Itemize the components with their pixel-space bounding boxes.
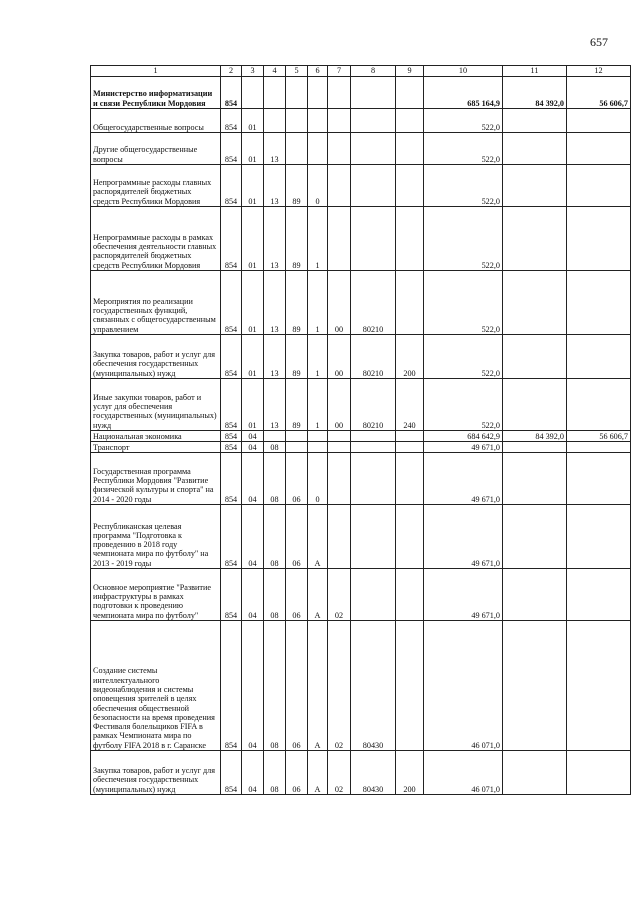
expense-code-cell xyxy=(351,431,396,442)
subsection-code-cell: 13 xyxy=(264,271,286,335)
program-code-cell: 89 xyxy=(286,335,308,379)
expense-type-code-cell xyxy=(396,109,424,133)
amount-federal-cell: 84 392,0 xyxy=(503,431,567,442)
section-code-cell: 04 xyxy=(242,751,264,795)
chapter-code-cell: 854 xyxy=(221,207,242,271)
amount-other-cell xyxy=(567,165,631,207)
amount-other-cell xyxy=(567,335,631,379)
row-name-cell: Национальная экономика xyxy=(91,431,221,442)
amount-other-cell xyxy=(567,207,631,271)
event-code-cell xyxy=(328,431,351,442)
program-code-cell xyxy=(286,442,308,453)
subsection-code-cell: 08 xyxy=(264,442,286,453)
amount-other-cell xyxy=(567,569,631,621)
amount-federal-cell xyxy=(503,165,567,207)
subprogram-code-cell: 1 xyxy=(308,379,328,431)
column-header: 4 xyxy=(264,66,286,77)
table-row xyxy=(91,379,631,431)
section-code-cell: 04 xyxy=(242,505,264,569)
amount-federal-cell xyxy=(503,133,567,165)
subprogram-code-cell: А xyxy=(308,505,328,569)
expense-type-code-cell xyxy=(396,207,424,271)
event-code-cell: 02 xyxy=(328,621,351,751)
chapter-code-cell: 854 xyxy=(221,165,242,207)
amount-other-cell xyxy=(567,442,631,453)
table-row xyxy=(91,453,631,505)
row-name-cell: Министерство информатизации и связи Республики Мордовия xyxy=(91,77,221,109)
table-row xyxy=(91,133,631,165)
row-name-cell: Непрограммные расходы главных распорядителей бюджетных средств Республики Мордовия xyxy=(91,165,221,207)
row-name-cell: Транспорт xyxy=(91,442,221,453)
row-name-cell: Государственная программа Республики Мордовия "Развитие физической культуры и спорта" на 2014 - 2020 годы xyxy=(91,453,221,505)
program-code-cell: 89 xyxy=(286,379,308,431)
chapter-code-cell: 854 xyxy=(221,621,242,751)
event-code-cell: 00 xyxy=(328,379,351,431)
amount-other-cell xyxy=(567,379,631,431)
budget-table xyxy=(90,65,631,795)
chapter-code-cell: 854 xyxy=(221,442,242,453)
expense-code-cell: 80210 xyxy=(351,379,396,431)
event-code-cell xyxy=(328,442,351,453)
table-row xyxy=(91,207,631,271)
expense-type-code-cell xyxy=(396,77,424,109)
column-header: 11 xyxy=(503,66,567,77)
expense-code-cell xyxy=(351,165,396,207)
expense-type-code-cell xyxy=(396,621,424,751)
subsection-code-cell: 13 xyxy=(264,379,286,431)
header-row xyxy=(91,66,631,77)
subsection-code-cell xyxy=(264,109,286,133)
subprogram-code-cell: 1 xyxy=(308,271,328,335)
amount-total-cell: 684 642,9 xyxy=(424,431,503,442)
amount-total-cell: 522,0 xyxy=(424,133,503,165)
subprogram-code-cell xyxy=(308,442,328,453)
table-row xyxy=(91,335,631,379)
amount-federal-cell xyxy=(503,621,567,751)
section-code-cell: 04 xyxy=(242,453,264,505)
chapter-code-cell: 854 xyxy=(221,77,242,109)
section-code-cell: 01 xyxy=(242,207,264,271)
amount-federal-cell: 84 392,0 xyxy=(503,77,567,109)
expense-type-code-cell xyxy=(396,271,424,335)
section-code-cell: 01 xyxy=(242,335,264,379)
subsection-code-cell: 08 xyxy=(264,621,286,751)
amount-federal-cell xyxy=(503,335,567,379)
column-header: 9 xyxy=(396,66,424,77)
event-code-cell xyxy=(328,109,351,133)
amount-other-cell xyxy=(567,751,631,795)
section-code-cell: 04 xyxy=(242,431,264,442)
expense-type-code-cell xyxy=(396,431,424,442)
subsection-code-cell: 08 xyxy=(264,569,286,621)
chapter-code-cell: 854 xyxy=(221,453,242,505)
row-name-cell: Другие общегосударственные вопросы xyxy=(91,133,221,165)
event-code-cell xyxy=(328,453,351,505)
amount-other-cell xyxy=(567,621,631,751)
page-number: 657 xyxy=(590,35,608,49)
amount-total-cell: 49 671,0 xyxy=(424,442,503,453)
chapter-code-cell: 854 xyxy=(221,109,242,133)
chapter-code-cell: 854 xyxy=(221,133,242,165)
expense-type-code-cell xyxy=(396,453,424,505)
amount-total-cell: 522,0 xyxy=(424,335,503,379)
expense-code-cell xyxy=(351,505,396,569)
subsection-code-cell: 08 xyxy=(264,453,286,505)
row-name-cell: Создание системы интеллектуального видеонаблюдения и системы оповещения зрителей в целях обеспечения общественной безопасности на время проведения Фестиваля болельщиков FIFA в рамках Чемпионата мира по футболу FIFA 2018 в г. Саранске xyxy=(91,621,221,751)
row-name-cell: Иные закупки товаров, работ и услуг для обеспечения государственных (муниципальных) нужд xyxy=(91,379,221,431)
amount-federal-cell xyxy=(503,379,567,431)
expense-type-code-cell: 200 xyxy=(396,335,424,379)
program-code-cell: 89 xyxy=(286,165,308,207)
subsection-code-cell: 13 xyxy=(264,165,286,207)
program-code-cell: 89 xyxy=(286,271,308,335)
table-row xyxy=(91,442,631,453)
amount-total-cell: 49 671,0 xyxy=(424,569,503,621)
subprogram-code-cell: А xyxy=(308,751,328,795)
expense-type-code-cell xyxy=(396,569,424,621)
expense-type-code-cell: 200 xyxy=(396,751,424,795)
subsection-code-cell: 08 xyxy=(264,505,286,569)
program-code-cell xyxy=(286,431,308,442)
subsection-code-cell xyxy=(264,77,286,109)
chapter-code-cell: 854 xyxy=(221,271,242,335)
table-row xyxy=(91,569,631,621)
expense-code-cell xyxy=(351,207,396,271)
event-code-cell xyxy=(328,207,351,271)
event-code-cell: 02 xyxy=(328,569,351,621)
column-header: 3 xyxy=(242,66,264,77)
section-code-cell: 01 xyxy=(242,133,264,165)
row-name-cell: Республиканская целевая программа "Подготовка к проведению в 2018 году чемпионата мира по футболу" на 2013 - 2019 годы xyxy=(91,505,221,569)
subsection-code-cell: 13 xyxy=(264,133,286,165)
expense-code-cell xyxy=(351,133,396,165)
subprogram-code-cell xyxy=(308,77,328,109)
amount-federal-cell xyxy=(503,569,567,621)
amount-total-cell: 49 671,0 xyxy=(424,453,503,505)
section-code-cell: 04 xyxy=(242,569,264,621)
table-row xyxy=(91,751,631,795)
subprogram-code-cell: 0 xyxy=(308,453,328,505)
table-row xyxy=(91,271,631,335)
row-name-cell: Закупка товаров, работ и услуг для обеспечения государственных (муниципальных) нужд xyxy=(91,335,221,379)
section-code-cell xyxy=(242,77,264,109)
program-code-cell: 06 xyxy=(286,621,308,751)
subprogram-code-cell: А xyxy=(308,621,328,751)
program-code-cell xyxy=(286,133,308,165)
amount-other-cell xyxy=(567,453,631,505)
column-header: 12 xyxy=(567,66,631,77)
subprogram-code-cell: 0 xyxy=(308,165,328,207)
expense-type-code-cell xyxy=(396,165,424,207)
row-name-cell: Закупка товаров, работ и услуг для обеспечения государственных (муниципальных) нужд xyxy=(91,751,221,795)
amount-other-cell xyxy=(567,109,631,133)
program-code-cell: 06 xyxy=(286,505,308,569)
table-row xyxy=(91,165,631,207)
chapter-code-cell: 854 xyxy=(221,431,242,442)
subprogram-code-cell: 1 xyxy=(308,207,328,271)
subprogram-code-cell xyxy=(308,109,328,133)
amount-other-cell: 56 606,7 xyxy=(567,431,631,442)
subprogram-code-cell xyxy=(308,431,328,442)
section-code-cell: 04 xyxy=(242,621,264,751)
program-code-cell xyxy=(286,77,308,109)
event-code-cell xyxy=(328,133,351,165)
table-row xyxy=(91,505,631,569)
chapter-code-cell: 854 xyxy=(221,569,242,621)
section-code-cell: 01 xyxy=(242,379,264,431)
amount-total-cell: 685 164,9 xyxy=(424,77,503,109)
column-header: 7 xyxy=(328,66,351,77)
program-code-cell: 06 xyxy=(286,453,308,505)
section-code-cell: 01 xyxy=(242,271,264,335)
amount-federal-cell xyxy=(503,207,567,271)
event-code-cell: 00 xyxy=(328,271,351,335)
subsection-code-cell xyxy=(264,431,286,442)
row-name-cell: Мероприятия по реализации государственных функций, связанных с общегосударственным управлением xyxy=(91,271,221,335)
expense-type-code-cell xyxy=(396,505,424,569)
subprogram-code-cell: А xyxy=(308,569,328,621)
row-name-cell: Непрограммные расходы в рамках обеспечения деятельности главных распорядителей бюджетных средств Республики Мордовия xyxy=(91,207,221,271)
table-row xyxy=(91,621,631,751)
expense-code-cell xyxy=(351,569,396,621)
section-code-cell: 01 xyxy=(242,109,264,133)
amount-other-cell xyxy=(567,133,631,165)
subsection-code-cell: 13 xyxy=(264,207,286,271)
subprogram-code-cell xyxy=(308,133,328,165)
section-code-cell: 01 xyxy=(242,165,264,207)
column-header: 1 xyxy=(91,66,221,77)
row-name-cell: Основное мероприятие "Развитие инфраструктуры в рамках подготовки к проведению чемпионата мира по футболу" xyxy=(91,569,221,621)
amount-federal-cell xyxy=(503,271,567,335)
expense-type-code-cell xyxy=(396,442,424,453)
amount-total-cell: 46 071,0 xyxy=(424,751,503,795)
amount-federal-cell xyxy=(503,453,567,505)
expense-code-cell xyxy=(351,453,396,505)
event-code-cell: 02 xyxy=(328,751,351,795)
amount-federal-cell xyxy=(503,505,567,569)
expense-type-code-cell xyxy=(396,133,424,165)
subprogram-code-cell: 1 xyxy=(308,335,328,379)
program-code-cell: 06 xyxy=(286,751,308,795)
table-row xyxy=(91,77,631,109)
chapter-code-cell: 854 xyxy=(221,335,242,379)
amount-total-cell: 522,0 xyxy=(424,165,503,207)
expense-type-code-cell: 240 xyxy=(396,379,424,431)
amount-total-cell: 522,0 xyxy=(424,379,503,431)
table-row xyxy=(91,431,631,442)
column-header: 10 xyxy=(424,66,503,77)
amount-total-cell: 522,0 xyxy=(424,109,503,133)
column-header: 6 xyxy=(308,66,328,77)
amount-other-cell xyxy=(567,271,631,335)
program-code-cell: 89 xyxy=(286,207,308,271)
event-code-cell xyxy=(328,505,351,569)
amount-total-cell: 522,0 xyxy=(424,207,503,271)
chapter-code-cell: 854 xyxy=(221,379,242,431)
program-code-cell xyxy=(286,109,308,133)
column-header: 2 xyxy=(221,66,242,77)
row-name-cell: Общегосударственные вопросы xyxy=(91,109,221,133)
amount-total-cell: 522,0 xyxy=(424,271,503,335)
event-code-cell xyxy=(328,77,351,109)
amount-other-cell: 56 606,7 xyxy=(567,77,631,109)
event-code-cell xyxy=(328,165,351,207)
expense-code-cell: 80210 xyxy=(351,335,396,379)
expense-code-cell: 80430 xyxy=(351,621,396,751)
amount-federal-cell xyxy=(503,442,567,453)
amount-total-cell: 49 671,0 xyxy=(424,505,503,569)
event-code-cell: 00 xyxy=(328,335,351,379)
table-row xyxy=(91,109,631,133)
chapter-code-cell: 854 xyxy=(221,505,242,569)
amount-federal-cell xyxy=(503,109,567,133)
column-header: 5 xyxy=(286,66,308,77)
program-code-cell: 06 xyxy=(286,569,308,621)
expense-code-cell: 80210 xyxy=(351,271,396,335)
subsection-code-cell: 08 xyxy=(264,751,286,795)
column-header: 8 xyxy=(351,66,396,77)
amount-total-cell: 46 071,0 xyxy=(424,621,503,751)
expense-code-cell: 80430 xyxy=(351,751,396,795)
chapter-code-cell: 854 xyxy=(221,751,242,795)
subsection-code-cell: 13 xyxy=(264,335,286,379)
expense-code-cell xyxy=(351,109,396,133)
expense-code-cell xyxy=(351,77,396,109)
section-code-cell: 04 xyxy=(242,442,264,453)
amount-federal-cell xyxy=(503,751,567,795)
expense-code-cell xyxy=(351,442,396,453)
amount-other-cell xyxy=(567,505,631,569)
